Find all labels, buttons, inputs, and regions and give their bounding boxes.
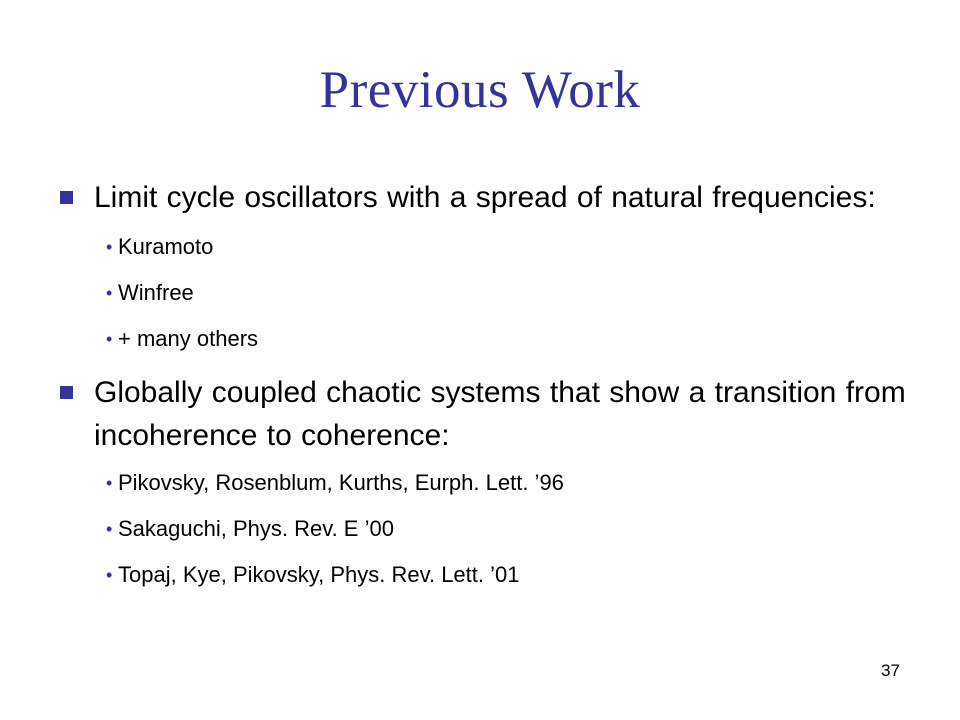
- square-bullet-icon: [60, 191, 73, 204]
- sub-bullet-text: Topaj, Kye, Pikovsky, Phys. Rev. Lett. ’01: [118, 562, 520, 587]
- dot-bullet-icon: •: [106, 237, 113, 257]
- sub-bullet-list-1: [58, 233, 918, 353]
- sub-bullet-text: Sakaguchi, Phys. Rev. E ’00: [118, 516, 394, 541]
- sub-bullet-item: [58, 561, 918, 589]
- dot-bullet-icon: •: [106, 329, 113, 349]
- dot-bullet-icon: •: [106, 283, 113, 303]
- sub-bullet-item: [58, 233, 918, 261]
- sub-bullet-item: [58, 469, 918, 497]
- bullet-text: Globally coupled chaotic systems that show a transition from incoherence to coherence:: [94, 376, 906, 452]
- sub-bullet-list-2: [58, 469, 918, 589]
- page-number: 37: [881, 661, 900, 680]
- dot-bullet-icon: •: [106, 519, 113, 539]
- dot-bullet-icon: •: [106, 565, 113, 585]
- sub-bullet-text: Winfree: [118, 280, 194, 305]
- bullet-item-1: [58, 176, 918, 219]
- sub-bullet-item: [58, 325, 918, 353]
- bullet-item-2: [58, 371, 918, 457]
- sub-bullet-text: Pikovsky, Rosenblum, Kurths, Eurph. Lett. ’96: [118, 470, 564, 495]
- sub-bullet-item: [58, 279, 918, 307]
- dot-bullet-icon: •: [106, 473, 113, 493]
- sub-bullet-item: [58, 515, 918, 543]
- bullet-list: [58, 176, 918, 607]
- bullet-text: Limit cycle oscillators with a spread of natural frequencies:: [94, 181, 876, 214]
- slide-title: Previous Work: [319, 61, 641, 119]
- sub-bullet-text: Kuramoto: [118, 234, 214, 259]
- sub-bullet-text: + many others: [118, 326, 259, 351]
- square-bullet-icon: [60, 386, 73, 399]
